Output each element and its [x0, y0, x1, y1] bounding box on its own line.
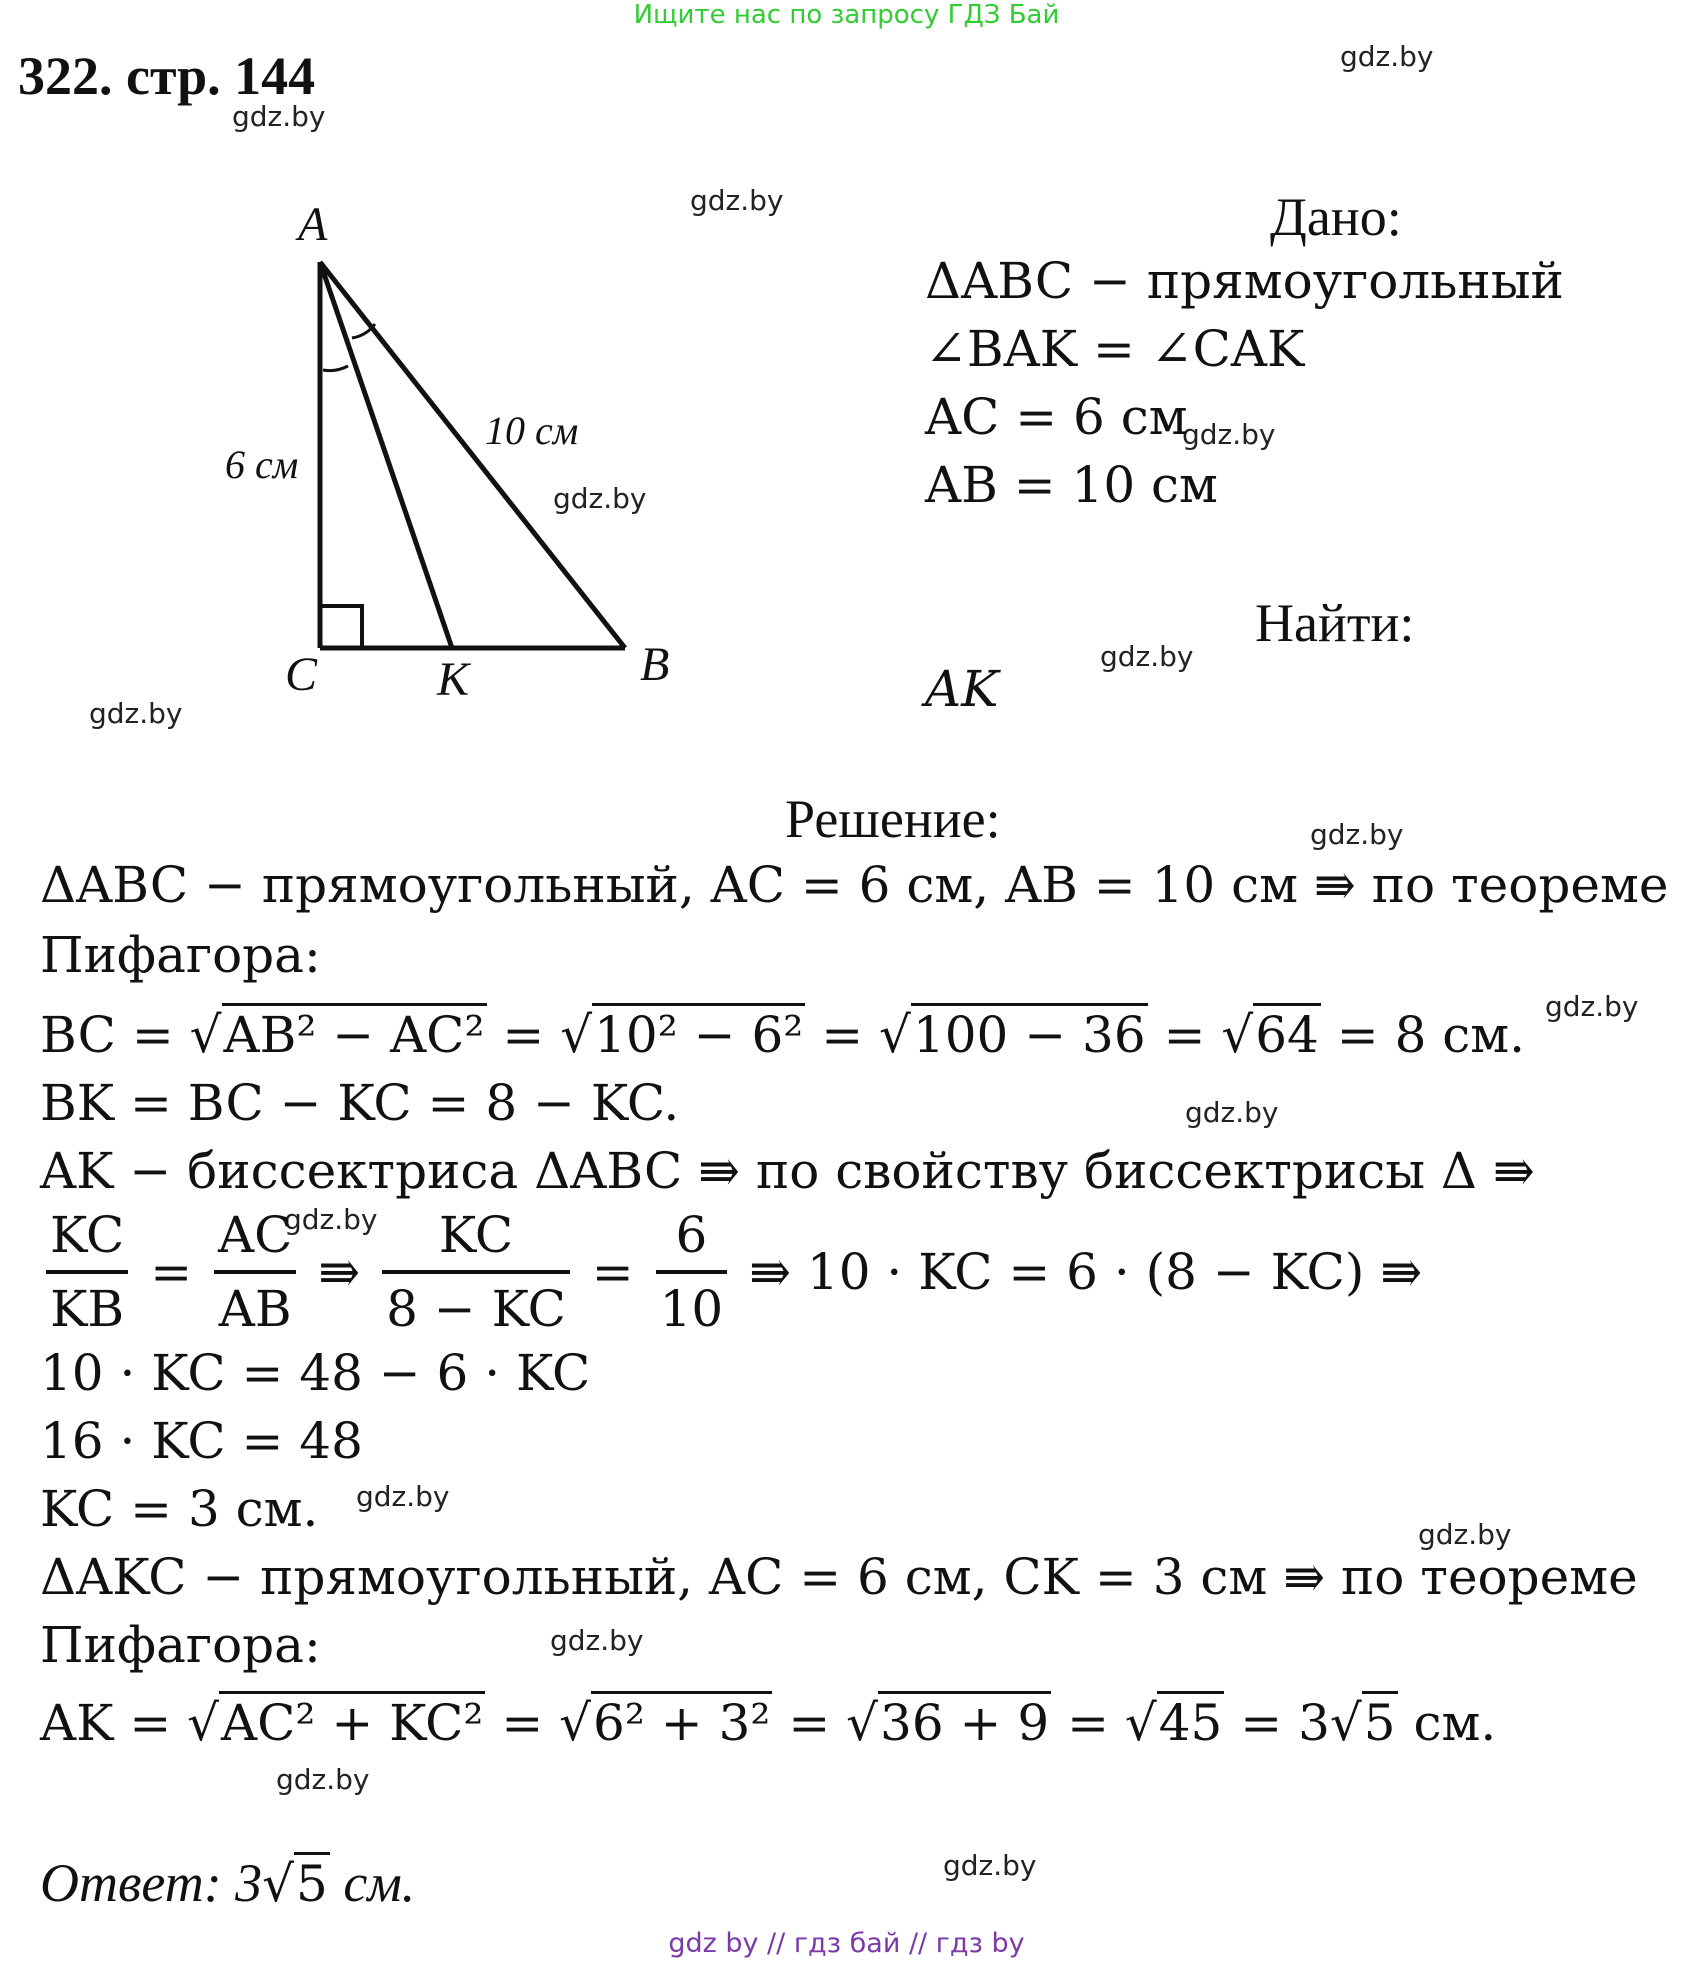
- sqrt-expression: √AC² + KC²: [187, 1694, 485, 1752]
- footer-links: gdz by // гдз бай // гдз by: [668, 1928, 1025, 1959]
- radicand: 64: [1253, 1003, 1321, 1064]
- bc-lhs: BC =: [40, 1006, 174, 1064]
- given-header: Дано:: [1270, 187, 1402, 247]
- sqrt-expression: √10² − 6²: [560, 1006, 805, 1064]
- watermark: gdz.by: [284, 1203, 378, 1236]
- implies-sign: ⇛: [318, 1243, 361, 1301]
- equals-sign: =: [150, 1243, 193, 1301]
- fraction-tail: ⇛ 10 · KC = 6 · (8 − KC) ⇛: [749, 1243, 1423, 1301]
- sqrt-expression: √64: [1221, 1006, 1321, 1064]
- vertex-b-label: B: [640, 638, 670, 691]
- numerator: KC: [382, 1200, 570, 1274]
- watermark: gdz.by: [276, 1763, 370, 1796]
- denominator: AB: [218, 1280, 292, 1338]
- watermark: gdz.by: [1545, 990, 1639, 1023]
- page-title: 322. стр. 144: [18, 46, 316, 106]
- equals-sign: = 3: [1240, 1694, 1330, 1752]
- ak-lhs: AK =: [40, 1694, 172, 1752]
- radicand: 6² + 3²: [591, 1691, 772, 1752]
- solution-line: KC = 3 см.: [40, 1480, 319, 1538]
- equals-sign: =: [502, 1006, 545, 1064]
- solution-line: Пифагора:: [40, 1616, 321, 1674]
- radicand: 45: [1157, 1691, 1225, 1752]
- watermark: gdz.by: [356, 1480, 450, 1513]
- watermark: gdz.by: [1182, 418, 1276, 451]
- solution-header: Решение:: [785, 789, 1001, 849]
- sqrt-expression: √5: [1330, 1694, 1398, 1752]
- watermark: gdz.by: [232, 100, 326, 133]
- watermark: gdz.by: [89, 697, 183, 730]
- radicand: AB² − AC²: [222, 1003, 487, 1064]
- point-k-label: K: [437, 653, 470, 706]
- bisector-ak-line: [320, 262, 452, 648]
- sqrt-expression: √6² + 3²: [559, 1694, 772, 1752]
- watermark: gdz.by: [1100, 640, 1194, 673]
- find-header: Найти:: [1255, 593, 1415, 653]
- given-line: AB = 10 см: [925, 456, 1218, 514]
- fraction: [214, 1200, 296, 1344]
- equals-sign: =: [501, 1694, 544, 1752]
- watermark: gdz.by: [553, 482, 647, 515]
- equals-sign: =: [591, 1243, 634, 1301]
- solution-line: ΔABC − прямоугольный, AC = 6 см, AB = 10 см ⇛ по теореме: [40, 856, 1669, 914]
- sqrt-expression: √100 − 36: [879, 1006, 1148, 1064]
- answer-suffix: см.: [343, 1853, 416, 1913]
- answer-line: [40, 1852, 415, 1914]
- denominator: 8 − KC: [386, 1280, 566, 1338]
- radicand: 5: [294, 1852, 330, 1913]
- given-line: AC = 6 см: [925, 388, 1188, 446]
- sqrt-expression: √AB² − AC²: [190, 1006, 487, 1064]
- watermark: gdz.by: [943, 1849, 1037, 1882]
- denominator: 10: [659, 1280, 724, 1338]
- angle-arc-bak: [323, 366, 348, 371]
- solution-line: AK − биссектриса ΔABC ⇛ по свойству биссектрисы Δ ⇛: [40, 1142, 1535, 1200]
- given-line: ∠BAK = ∠CAK: [925, 320, 1305, 378]
- ak-unit: см.: [1413, 1694, 1497, 1752]
- solution-line: Пифагора:: [40, 926, 321, 984]
- radicand: 5: [1362, 1691, 1398, 1752]
- fraction: [46, 1200, 128, 1344]
- solution-line: 16 · KC = 48: [40, 1412, 363, 1470]
- vertex-a-label: A: [298, 198, 328, 251]
- equals-sign: =: [821, 1006, 864, 1064]
- numerator: KC: [46, 1200, 128, 1274]
- fraction: [656, 1200, 728, 1344]
- sqrt-expression: √36 + 9: [846, 1694, 1051, 1752]
- triangle-figure: [200, 190, 720, 730]
- watermark: gdz.by: [1310, 818, 1404, 851]
- vertex-c-label: C: [285, 648, 318, 701]
- watermark: gdz.by: [550, 1624, 644, 1657]
- radicand: 36 + 9: [878, 1691, 1051, 1752]
- right-angle-mark: [320, 606, 362, 648]
- bc-result: = 8 см.: [1336, 1006, 1526, 1064]
- ak-equation: [40, 1694, 1496, 1752]
- fraction: [382, 1200, 570, 1344]
- equals-sign: =: [788, 1694, 831, 1752]
- sqrt-expression: √45: [1125, 1694, 1225, 1752]
- find-value: AK: [925, 660, 999, 718]
- numerator: AC: [214, 1200, 296, 1274]
- radicand: AC² + KC²: [219, 1691, 485, 1752]
- equals-sign: =: [1067, 1694, 1109, 1752]
- watermark: gdz.by: [1418, 1518, 1512, 1551]
- side-ac-length: 6 см: [225, 442, 299, 487]
- given-line: ΔABC − прямоугольный: [925, 252, 1564, 310]
- watermark: gdz.by: [1340, 40, 1434, 73]
- bc-equation: [40, 1006, 1525, 1064]
- solution-line: 10 · KC = 48 − 6 · KC: [40, 1344, 591, 1402]
- numerator: 6: [656, 1200, 728, 1274]
- solution-line: BK = BC − KC = 8 − KC.: [40, 1074, 680, 1132]
- top-banner: Ищите нас по запросу ГДЗ Бай: [633, 0, 1060, 30]
- denominator: KB: [50, 1280, 125, 1338]
- watermark: gdz.by: [1185, 1096, 1279, 1129]
- radicand: 10² − 6²: [592, 1003, 805, 1064]
- fraction-equation: [40, 1200, 1422, 1344]
- radicand: 100 − 36: [911, 1003, 1148, 1064]
- sqrt-expression: √5: [262, 1855, 330, 1913]
- watermark: gdz.by: [690, 184, 784, 217]
- side-ab-line: [320, 262, 625, 648]
- side-ab-length: 10 см: [485, 408, 579, 453]
- answer-prefix: Ответ: 3: [40, 1853, 263, 1913]
- equals-sign: =: [1163, 1006, 1206, 1064]
- solution-line: ΔAKC − прямоугольный, AC = 6 см, CK = 3 см ⇛ по теореме: [40, 1548, 1638, 1606]
